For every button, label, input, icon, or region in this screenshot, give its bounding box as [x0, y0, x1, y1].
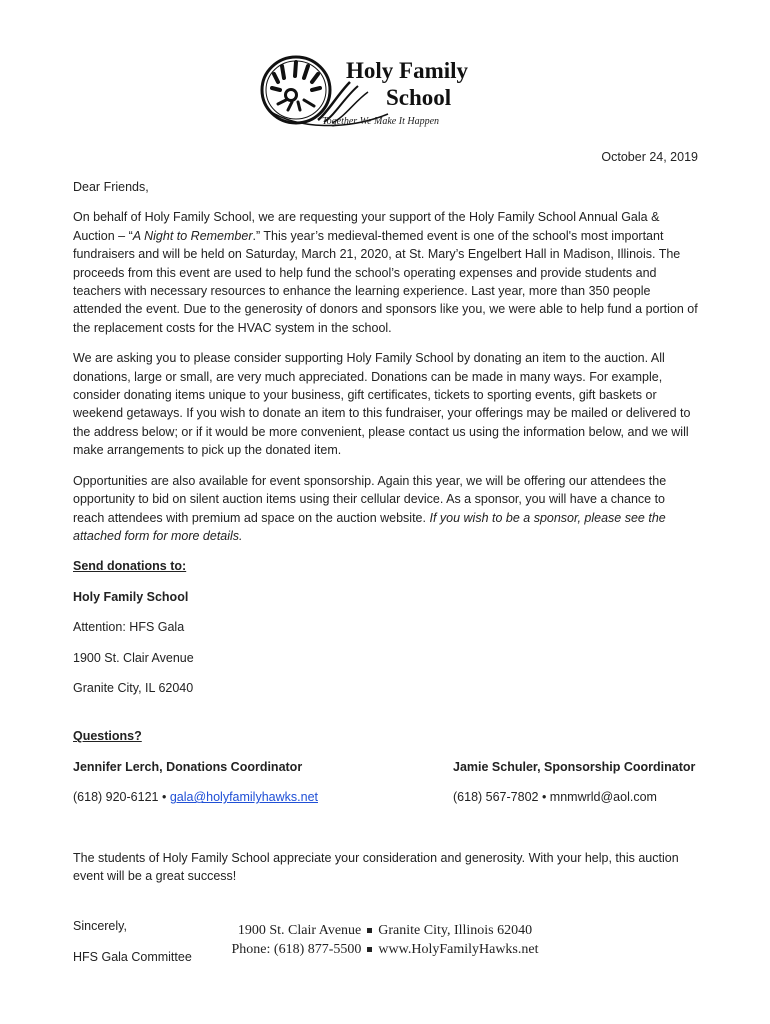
- donations-contact-phone: (618) 920-6121 •: [73, 790, 170, 805]
- donation-paragraph: We are asking you to please consider supporting Holy Family School by donating an item to the auction. All donations, large or small, are very much appreciated. Donations can be made in many ways. For example, consider donating items unique to your business, gift certificates, tickets to sporting events, gift baskets or weekend getaways. If you wish to donate an item to this fundraiser, your offerings may be mailed or delivered to the address below; or if it would be more convenient, please contact us using the information below, and we will make arrangements to pick up the donated item.: [73, 351, 691, 458]
- closing-paragraph: The students of Holy Family School appreciate your consideration and generosity. With your help, this auction event will be a great success!: [73, 850, 679, 883]
- sponsorship-text: Opportunities are also available for event sponsorship. Again this year, we will be offering our attendees the opportunity to bid on silent auction items using their cellular device. As a sponsor, you will have a chance to reach attendees with premium ad space on the auction website.: [73, 473, 667, 525]
- letter-body: [73, 178, 698, 978]
- address-attention: Attention: HFS Gala: [73, 620, 185, 635]
- footer-website: www.HolyFamilyHawks.net: [378, 942, 539, 957]
- sponsorship-contact: [453, 758, 698, 819]
- donations-contact: [73, 758, 453, 819]
- address-name: Holy Family School: [73, 589, 189, 604]
- intro-paragraph: [73, 208, 698, 337]
- signoff: Sincerely,: [73, 919, 127, 934]
- salutation: Dear Friends,: [73, 180, 149, 194]
- bullet-icon: [367, 947, 372, 952]
- send-donations-heading: Send donations to:: [73, 559, 187, 574]
- signature: HFS Gala Committee: [73, 949, 192, 964]
- footer-address-line: [0, 921, 770, 940]
- intro-text-b: .” This year’s medieval-themed event is one of the school's most important fundraisers and will be held on Saturday, March 21, 2020, at St. Mary’s Engelbert Hall in Madison, Illinois. The proceeds from this event are used to help fund the school’s operating expenses and provide students and teachers with necessary resources to enhance the learning experience. Last year, more than 350 people attended the event. Due to the generosity of donors and sponsors like you, we were able to help fund a portion of the replacement costs for the HVAC system in the school.: [73, 228, 698, 335]
- sponsorship-paragraph: [73, 472, 698, 546]
- bullet-icon: [367, 928, 372, 933]
- footer-phone: Phone: (618) 877-5500: [231, 942, 362, 957]
- footer-city: Granite City, Illinois 62040: [378, 923, 533, 938]
- donations-contact-info: [73, 788, 453, 806]
- address-street: 1900 St. Clair Avenue: [73, 650, 194, 665]
- donations-contact-name: Jennifer Lerch, Donations Coordinator: [73, 759, 303, 774]
- logo-tagline: Together We Make It Happen: [322, 116, 440, 127]
- sponsorship-note: If you wish to be a sponsor, please see the attached form for more details.: [73, 510, 666, 543]
- letterhead-footer: [0, 921, 770, 959]
- footer-street: 1900 St. Clair Avenue: [237, 923, 362, 938]
- event-name: A Night to Remember: [132, 228, 253, 243]
- mailing-address: [73, 588, 698, 698]
- donations-email-link[interactable]: gala@holyfamilyhawks.net: [169, 790, 318, 805]
- school-logo: [258, 52, 508, 132]
- footer-contact-line: [0, 940, 770, 959]
- sponsorship-contact-info: (618) 567-7802 • mnmwrld@aol.com: [453, 790, 657, 805]
- letter-date: October 24, 2019: [601, 150, 698, 164]
- intro-text-a: On behalf of Holy Family School, we are requesting your support of the Holy Family School Annual Gala & Auction – “: [73, 210, 660, 243]
- contacts: [73, 758, 698, 819]
- questions-heading: Questions?: [73, 729, 142, 744]
- logo-name-line1: Holy Family: [346, 58, 469, 83]
- sponsorship-contact-name: Jamie Schuler, Sponsorship Coordinator: [453, 759, 696, 774]
- address-city: Granite City, IL 62040: [73, 680, 194, 695]
- logo-name-line2: School: [386, 85, 452, 110]
